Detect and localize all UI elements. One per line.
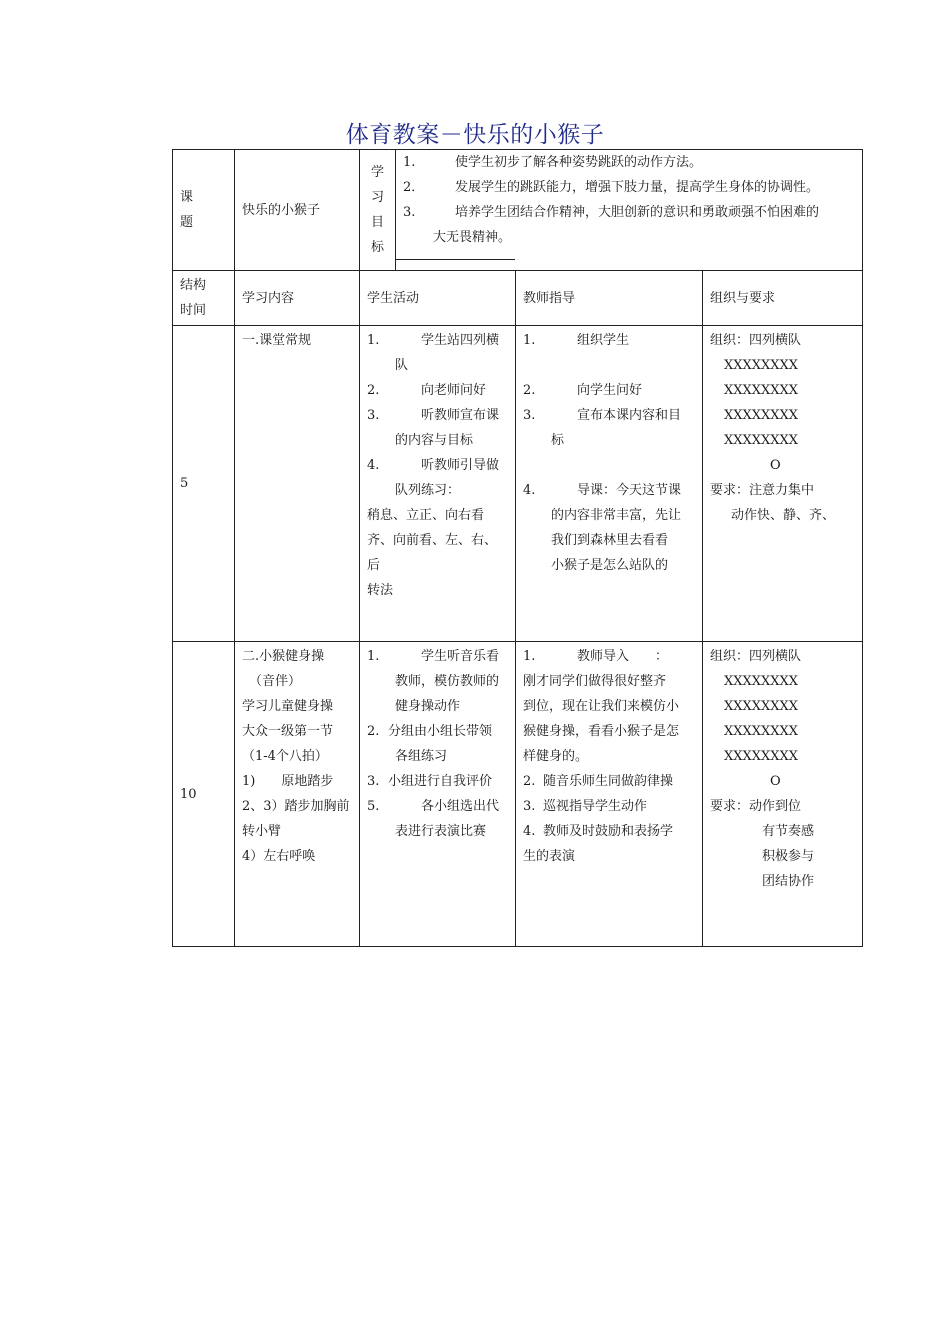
topic-value: 快乐的小猴子 [242, 202, 321, 218]
objective-label-2: 习 [370, 190, 384, 205]
header-row [173, 150, 863, 271]
table-row [173, 642, 863, 947]
objective-item: 2． 发展学生的跳跃能力，增强下肢力量，提高学生身体的协调性。 [403, 180, 820, 195]
student-activity-cell: 1. 学生站四列横 队 2. 向老师问好 3. 听教师宣布课 的内容与目标 4. 听教师引导做 队列练习： 稍息、立正、向右看 齐、向前看、左、右、后 转法 [360, 326, 516, 642]
objective-item: 大无畏精神。 [433, 230, 512, 245]
topic-value-cell [235, 150, 360, 271]
formation-row: XXXXXXXX [724, 383, 799, 398]
formation-row: XXXXXXXX [724, 408, 799, 423]
col-time-header: 结构 时间 [173, 271, 235, 326]
topic-label-cell [173, 150, 235, 271]
formation-row: XXXXXXXX [724, 674, 799, 689]
student-activity-cell: 1. 学生听音乐看 教师，模仿教师的 健身操动作 2. 分组由小组长带领 各组练习 3. 小组进行自我评价 5. 各小组选出代 表进行表演比赛 [360, 642, 516, 947]
content-cell: 一.课堂常规 [235, 326, 360, 642]
table-row [173, 326, 863, 642]
objective-label-cell [360, 150, 396, 271]
col-student-header: 学生活动 [360, 271, 516, 326]
teacher-guidance-cell: 1. 组织学生 2. 向学生问好 3. 宣布本课内容和目 标 4. 导课：今天这节课 的内容非常丰富，先让 我们到森林里去看看 小猴子是怎么站队的 [516, 326, 703, 642]
time-cell: 10 [173, 642, 235, 947]
col-org-header: 组织与要求 [703, 271, 863, 326]
formation-row: XXXXXXXX [724, 724, 799, 739]
objective-item: 3. 培养学生团结合作精神，大胆创新的意识和勇敢顽强不怕困难的 [403, 205, 820, 220]
organization-cell: 组织：四列横队 XXXXXXXX XXXXXXXX XXXXXXXX XXXXXXXX O 要求：注意力集中 动作快、静、齐、 [703, 326, 863, 642]
teacher-mark: O [770, 458, 781, 473]
col-content-header: 学习内容 [235, 271, 360, 326]
formation-row: XXXXXXXX [724, 699, 799, 714]
time-cell: 5 [173, 326, 235, 642]
content-cell: 二.小猴健身操 （音伴） 学习儿童健身操 大众一级第一节 （1-4个八拍） 1) 原地踏步 2、3）踏步加胸前 转小臂 4）左右呼唤 [235, 642, 360, 947]
objective-label-3: 目 [370, 215, 384, 230]
lesson-plan-table [172, 149, 863, 947]
objectives-cell [396, 150, 863, 271]
objective-label-4: 标 [370, 240, 384, 255]
formation-row: XXXXXXXX [724, 749, 799, 764]
objective-label-1: 学 [370, 165, 384, 180]
organization-cell: 组织：四列横队 XXXXXXXX XXXXXXXX XXXXXXXX XXXXXXXX O 要求：动作到位 有节奏感 积极参与 团结协作 [703, 642, 863, 947]
topic-label-2: 题 [180, 215, 194, 230]
formation-row: XXXXXXXX [724, 358, 799, 373]
column-header-row [173, 271, 863, 326]
col-teacher-header: 教师指导 [516, 271, 703, 326]
formation-row: XXXXXXXX [724, 433, 799, 448]
teacher-mark: O [770, 774, 781, 789]
topic-label-1: 课 [180, 190, 194, 205]
page-title: 体育教案－快乐的小猴子 [345, 122, 605, 148]
teacher-guidance-cell: 1. 教师导入 ： 刚才同学们做得很好整齐 到位，现在让我们来模仿小 猴健身操，看看小猴子是怎 样健身的。 2. 随音乐师生同做韵律操 3. 巡视指导学生动作 4. 教师及时鼓励和表扬学 生的表演 [516, 642, 703, 947]
objective-item: 1. 使学生初步了解各种姿势跳跃的动作方法。 [403, 155, 703, 170]
